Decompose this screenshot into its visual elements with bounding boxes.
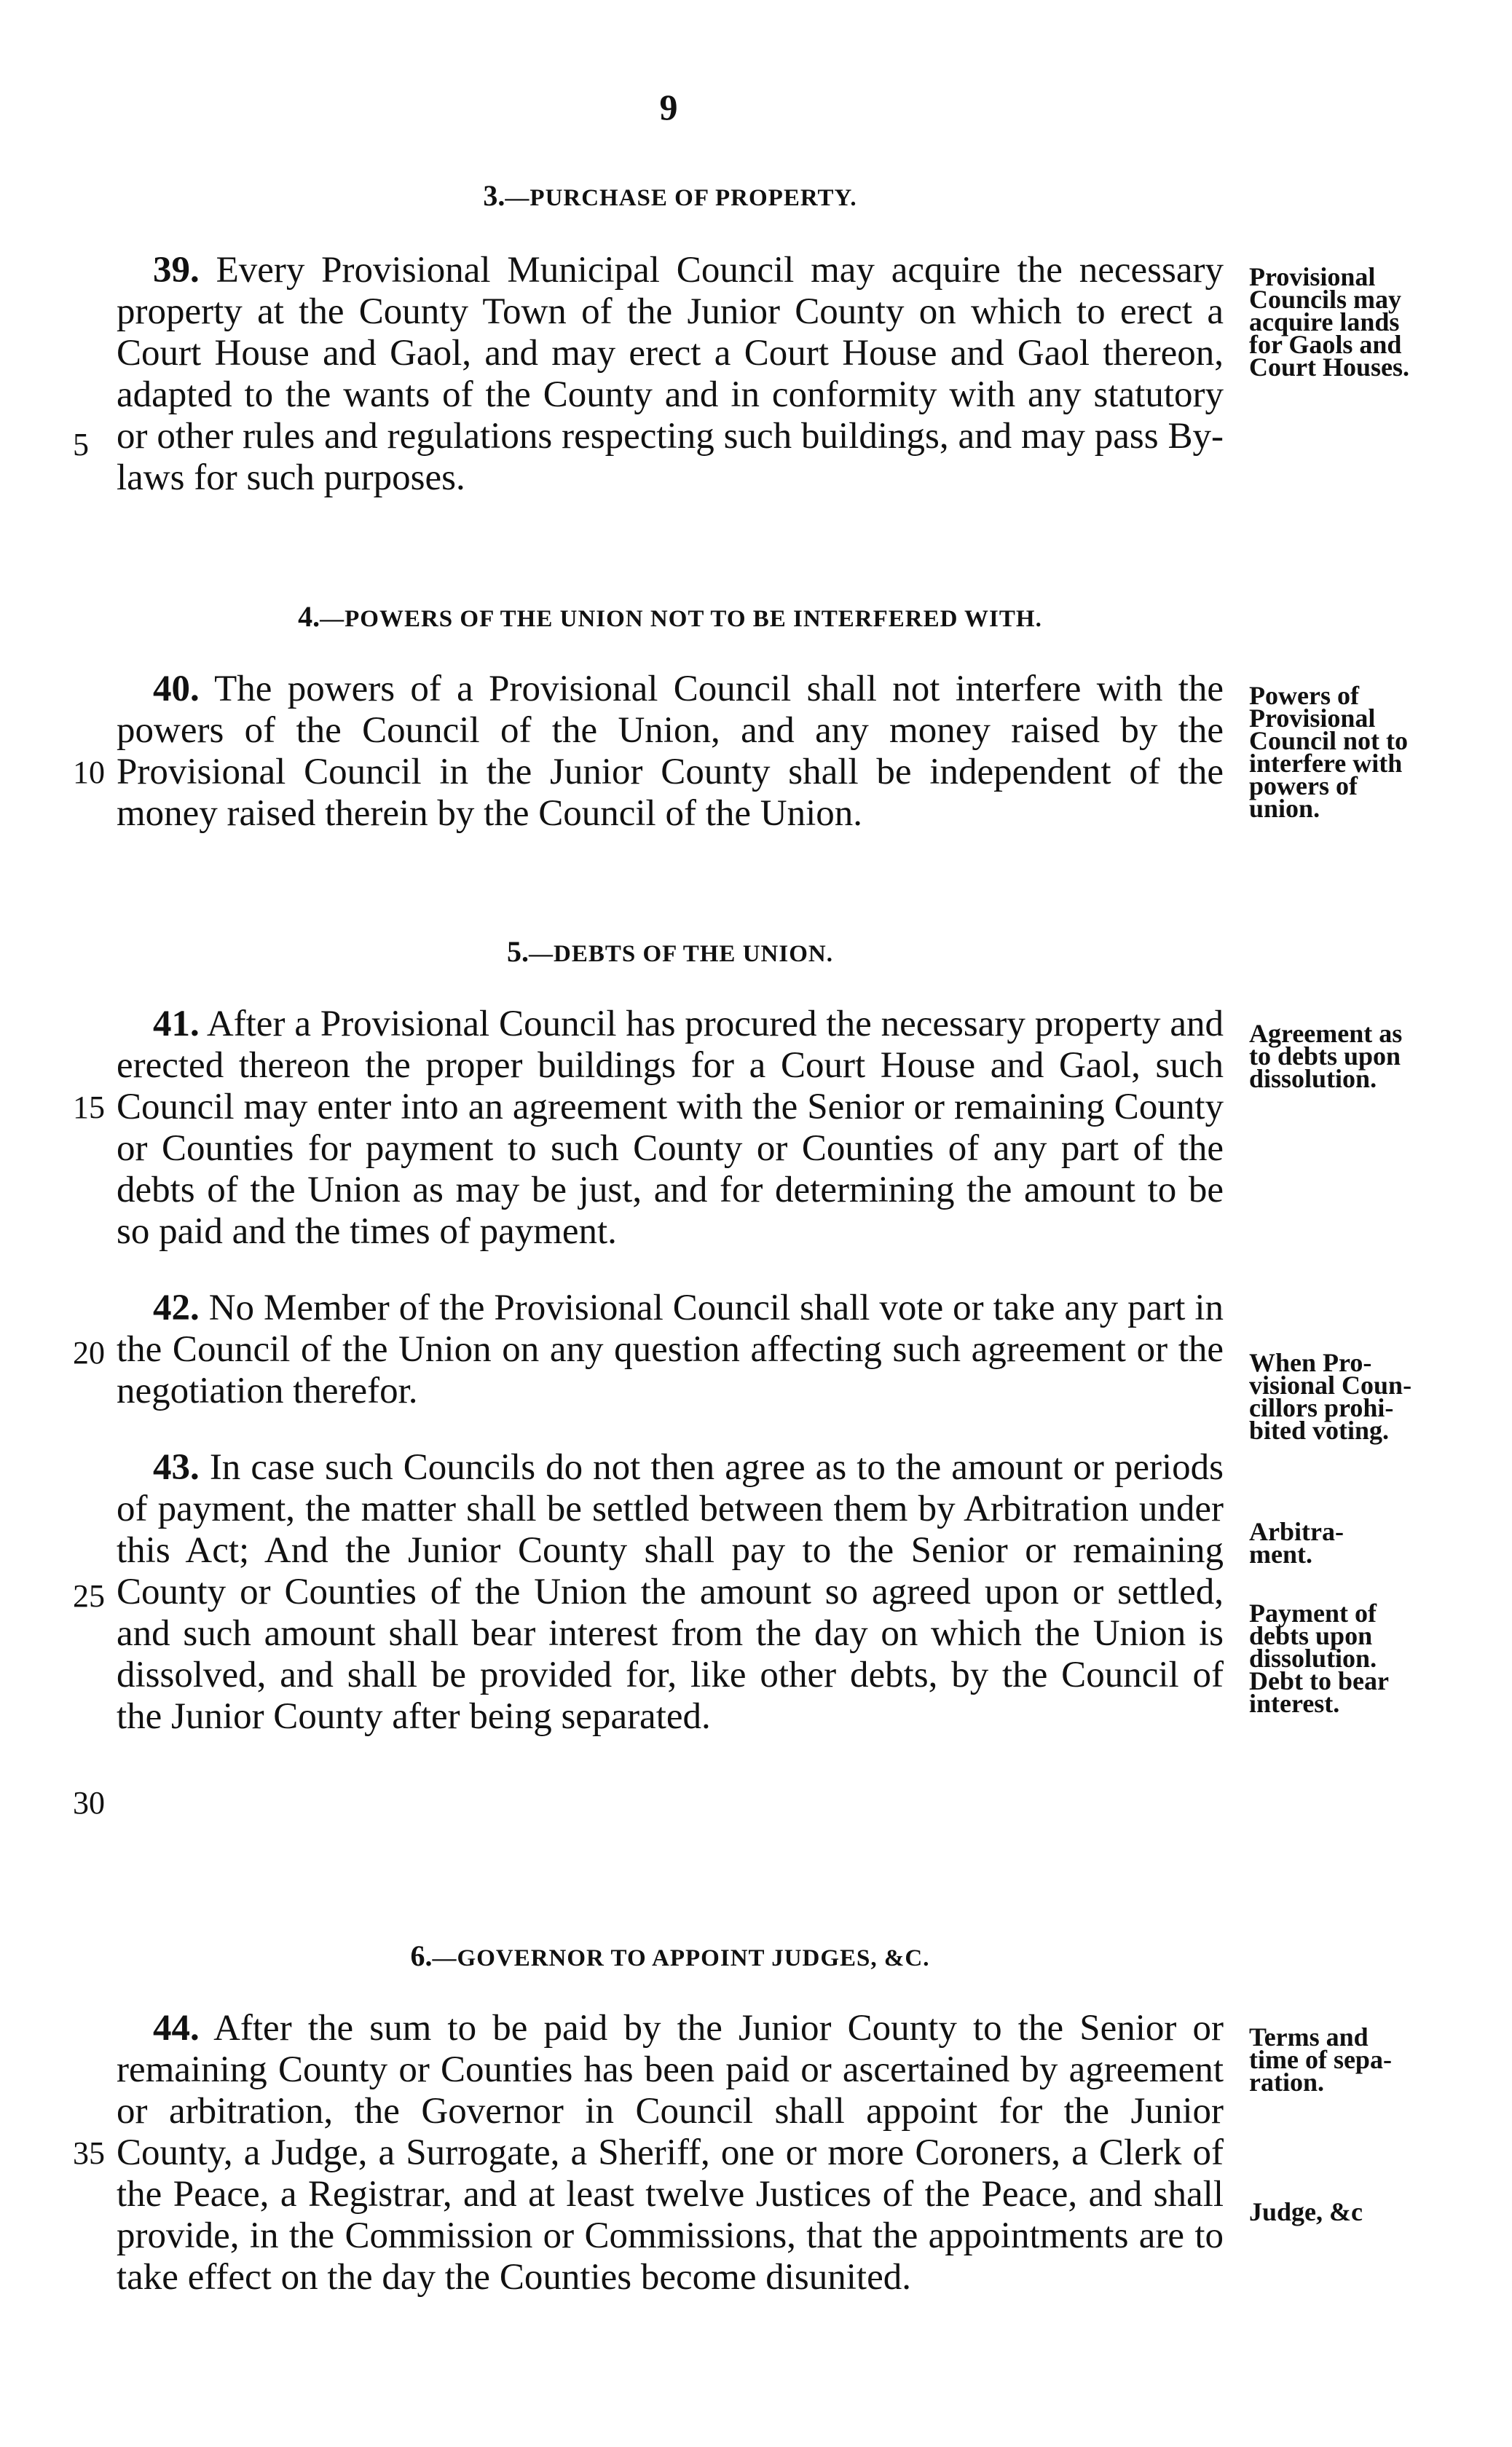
margin-note-line: union. xyxy=(1249,794,1320,823)
paragraph-39 xyxy=(117,250,1224,499)
margin-note-line: interfere with xyxy=(1249,749,1403,778)
section-heading-3 xyxy=(117,178,1224,213)
line-number: 35 xyxy=(73,2135,105,2171)
margin-note-line: When Pro- xyxy=(1249,1348,1372,1377)
section-number: 44. xyxy=(153,2008,200,2049)
section-number: 42. xyxy=(153,1288,200,1328)
margin-note-44-judge xyxy=(1249,2197,1468,2226)
margin-note-line: Court Houses. xyxy=(1249,352,1410,382)
section-6-body xyxy=(117,2008,1224,2298)
margin-note-39 xyxy=(1249,262,1468,382)
paragraph-text: After the sum to be paid by the Junior County to the Senior or remaining County or Counties has been paid or ascertained by agreement or arbitration, the Governor in Council shall appoint for the Junior County, a Judge, a Surrogate, a Sheriff, one or more Coroners, a Clerk of the Peace, a Registrar, and at least twelve Justices of the Peace, and shall provide, in the Commission or Commissions, that the appointments are to take effect on the day the Counties become disunited. xyxy=(117,2008,1224,2298)
margin-note-43-arbitration xyxy=(1249,1517,1468,1569)
margin-note-line: Terms and xyxy=(1249,2022,1369,2052)
paragraph-42 xyxy=(117,1288,1224,1412)
margin-note-line: Provisional xyxy=(1249,704,1376,733)
margin-note-line: dissolution. xyxy=(1249,1064,1377,1093)
margin-note-line: acquire lands xyxy=(1249,307,1400,336)
heading-number: 3. xyxy=(483,179,505,212)
line-number: 25 xyxy=(73,1578,105,1614)
margin-note-line: interest. xyxy=(1249,1689,1340,1718)
section-3-body xyxy=(117,250,1224,499)
margin-note-line: cillors prohi- xyxy=(1249,1393,1394,1422)
paragraph-text: In case such Councils do not then agree as to the amount or periods of payment, the matter shall be settled between them by Arbitration under this Act; And the Junior County shall pay to the Senior or remaining County or Counties of the Union the amount so agreed upon or settled, and such amount shall bear interest from the day on which the Union is dissolved, and shall be provided for, like other debts, by the Council of the Junior County after being separated. xyxy=(117,1447,1224,1737)
section-5-body xyxy=(117,1004,1224,1738)
line-number: 15 xyxy=(73,1089,105,1125)
margin-note-line: for Gaols and xyxy=(1249,330,1402,359)
margin-note-43-payment xyxy=(1249,1599,1468,1718)
line-number: 5 xyxy=(73,427,89,462)
margin-note-line: bited voting. xyxy=(1249,1416,1390,1445)
margin-note-line: Arbitra- xyxy=(1249,1517,1344,1546)
margin-note-44-terms xyxy=(1249,2022,1468,2097)
heading-text: —PURCHASE OF PROPERTY. xyxy=(505,185,857,211)
margin-note-40 xyxy=(1249,681,1468,823)
margin-note-line: ment. xyxy=(1249,1540,1312,1569)
margin-note-line: to debts upon xyxy=(1249,1041,1401,1071)
heading-number: 5. xyxy=(507,935,529,968)
paragraph-44 xyxy=(117,2008,1224,2298)
margin-note-line: Powers of xyxy=(1249,681,1359,710)
margin-note-line: Debt to bear xyxy=(1249,1666,1389,1695)
margin-note-42 xyxy=(1249,1348,1468,1445)
page-number: 9 xyxy=(659,87,678,127)
margin-note-line: Councils may xyxy=(1249,285,1402,314)
section-heading-6 xyxy=(117,1939,1224,1973)
paragraph-41 xyxy=(117,1004,1224,1253)
section-heading-4 xyxy=(117,599,1224,634)
margin-note-line: Judge, &c xyxy=(1249,2197,1363,2226)
paragraph-text: After a Provisional Council has procured the necessary property and erected thereon the proper buildings for a Court House and Gaol, such Council may enter into an agreement with the Senior or remaining County or Counties for payment to such County or Counties of any part of the debts of the Union as may be just, and for determining the amount to be so paid and the times of payment. xyxy=(117,1004,1224,1252)
paragraph-text: No Member of the Provisional Council shall vote or take any part in the Council of the Union on any question affecting such agreement or the negotiation therefor. xyxy=(117,1288,1224,1411)
margin-note-line: time of sepa- xyxy=(1249,2045,1392,2074)
heading-number: 6. xyxy=(410,1939,433,1972)
paragraph-43 xyxy=(117,1447,1224,1738)
margin-note-line: Provisional xyxy=(1249,262,1376,291)
section-number: 41. xyxy=(153,1004,200,1044)
margin-note-line: Payment of xyxy=(1249,1599,1377,1628)
section-number: 40. xyxy=(153,669,200,709)
section-number: 43. xyxy=(153,1447,200,1488)
margin-note-line: ration. xyxy=(1249,2068,1324,2097)
section-number: 39. xyxy=(153,250,200,291)
heading-number: 4. xyxy=(298,600,320,633)
line-number: 20 xyxy=(73,1335,105,1371)
line-number: 10 xyxy=(73,754,105,790)
margin-note-line: Agreement as xyxy=(1249,1019,1403,1048)
margin-note-line: Council not to xyxy=(1249,726,1409,755)
section-4-body xyxy=(117,669,1224,835)
line-number: 30 xyxy=(73,1785,105,1821)
section-heading-5 xyxy=(117,934,1224,969)
margin-note-line: visional Coun- xyxy=(1249,1371,1412,1400)
paragraph-40 xyxy=(117,669,1224,835)
margin-note-line: debts upon xyxy=(1249,1621,1373,1650)
paragraph-text: Every Provisional Municipal Council may acquire the necessary property at the County Town of the Junior County on which to erect a Court House and Gaol, and may erect a Court House and Gaol thereon, adapted to the wants of the County and in conformity with any statutory or other rules and regulations respecting such buildings, and may pass By-laws for such purposes. xyxy=(117,250,1224,498)
heading-text: —GOVERNOR TO APPOINT JUDGES, &C. xyxy=(432,1945,930,1971)
margin-note-41 xyxy=(1249,1019,1468,1093)
heading-text: —POWERS OF THE UNION NOT TO BE INTERFERED WITH. xyxy=(320,606,1042,632)
margin-note-line: powers of xyxy=(1249,771,1358,800)
paragraph-text: The powers of a Provisional Council shall not interfere with the powers of the Council of the Union, and any money raised by the Provisional Council in the Junior County shall be independent of the money raised therein by the Council of the Union. xyxy=(117,669,1224,834)
heading-text: —DEBTS OF THE UNION. xyxy=(529,941,833,967)
margin-note-line: dissolution. xyxy=(1249,1644,1377,1673)
